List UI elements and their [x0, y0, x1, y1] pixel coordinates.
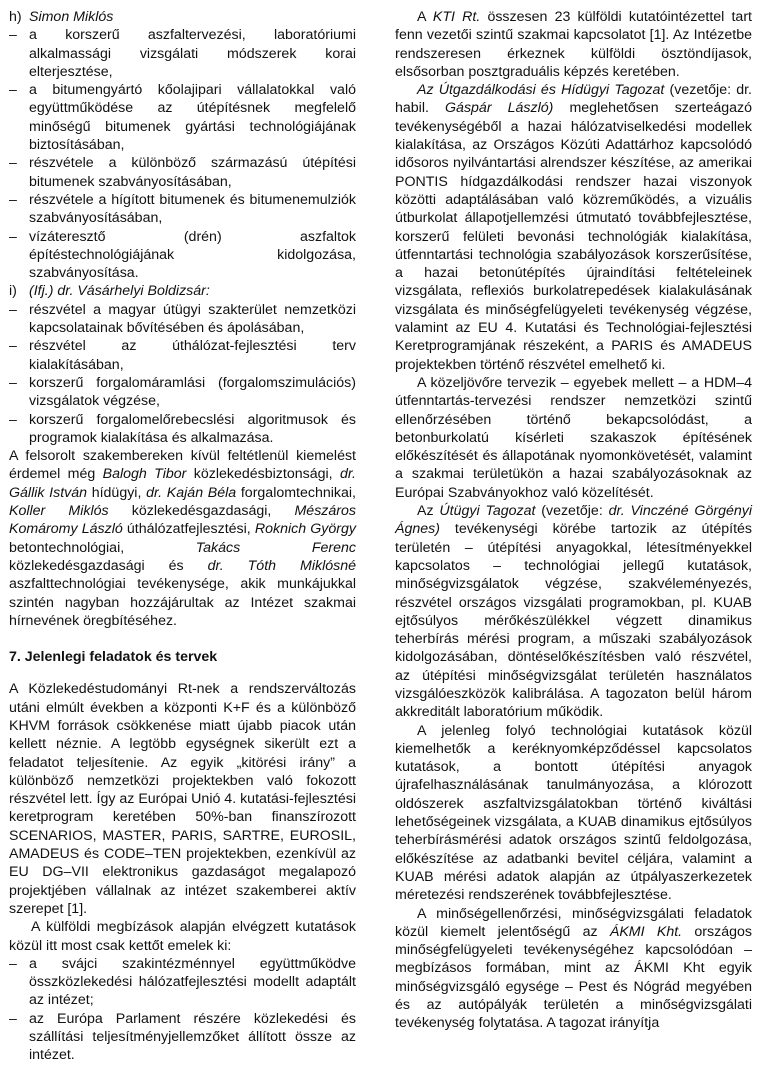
- list-item-text: részvétele a hígított bitumenek és bitumenemulziók szabványosításában,: [29, 191, 356, 227]
- dash-marker: –: [9, 1010, 17, 1027]
- paragraph-current-tasks: A Közlekedéstudományi Rt-nek a rendszerváltozás utáni elmúlt években a központi K+F és a különböző KHVM források csökkenése miatt újabb piacok után kellett néznie. A legtöbb egységnek sikerült ezt a feladatot teljesítenie. Az egyik „kitörési irány” a különböző nemzetközi projektekben való fokozott részvétel lett. Így az Európai Unió 4. kutatási-fejlesztési keretprogram keretében 50%-ban finanszírozott SCENARIOS, MASTER, PARIS, SARTRE, EUROSIL, AMADEUS és CODE–TEN projektekben, ezenkívül az EU DG–VII elektronikus gazdaságot megalapozó projektjében vállalnak az intézet szakemberei aktív szerepet [1].: [9, 681, 356, 917]
- list-head-i: [9, 282, 356, 300]
- list-item: [9, 374, 356, 411]
- left-column: [9, 8, 356, 1065]
- contribution-list-h: [9, 26, 356, 282]
- list-item-text: a bitumengyártó kőolajipari vállalatokkal való együttműködése az útépítésnek megfelelő minőségű bitumenek gyártási technológiájának biztosításában,: [29, 82, 356, 154]
- list-item: [9, 411, 356, 448]
- list-head-h: [9, 8, 356, 26]
- contribution-list-i: [9, 301, 356, 447]
- dash-marker: –: [9, 955, 17, 972]
- section-heading: 7. Jelenlegi feladatok és tervek: [9, 649, 218, 666]
- paragraph-road-section: Az Útügyi Tagozat (vezetője: dr. Vinczéné Görgényi Ágnes) tevékenységi körébe tartozik az útépítés területén – útépítési anyagokkal, létesítményekkel kapcsolatos – technológiai jellegű kutatások, minőségvizsgálatok végzése, szakvéleményezés, részvétel országos vizsgálati programokban, pl. KUAB ejtősúlyos mérőkészülékkel végzett dinamikus teherbírás mérési program, a műszaki szabályozások kidolgozásában, döntéselőkészítésben való részvétel, az útépítési minőségvizsgálat területén használatos vizsgálóeszközök kalibrálása. A tagozaton belül három akkreditált laboratórium működik.: [395, 503, 752, 721]
- list-item-text: részvétel az úthálózat-fejlesztési terv kialakításában,: [29, 338, 356, 373]
- dash-marker: –: [9, 374, 17, 391]
- person-name: (Ifj.) dr. Vásárhelyi Boldizsár:: [29, 283, 210, 300]
- list-marker: i): [9, 283, 17, 300]
- list-item: [9, 337, 356, 374]
- list-item: [9, 191, 356, 228]
- list-item-text: a korszerű aszfaltervezési, laboratóriumi alkalmassági vizsgálati módszerek korai elterjesztése,: [29, 27, 356, 80]
- dash-marker: –: [9, 301, 17, 318]
- list-item-text: vízáteresztő (drén) aszfaltok építéstechnológiájának kidolgozása, szabványosítása.: [29, 228, 356, 282]
- paragraph-kti-relations: A KTI Rt. összesen 23 külföldi kutatóintézettel tart fenn vezetői szintű szakmai kapcsolatot [1]. Az Intézetbe rendszeresen érkeznek külföldi ösztöndíjasok, elsősorban posztgraduális képzés keretében.: [395, 9, 752, 80]
- dash-marker: –: [9, 411, 17, 428]
- list-item-text: az Európa Parlament részére közlekedési és szállítási teljesítményjellemzőket állított össze az intézet.: [29, 1010, 356, 1064]
- paragraph-future-plans: A közeljövőre tervezik – egyebek mellett – a HDM–4 útfenntartás-tervezési rendszer nemzetközi szintű ellenőrzésében történő bekapcsolódást, a betonburkolatú kísérleti szakaszok építésének előkészítését és állapotának nyomonkövetését, valamint a szakmai területükön a hazai szabályozásoknak az Európai Szabványokhoz való közelítését.: [395, 374, 752, 501]
- person-name: Simon Miklós: [29, 9, 114, 25]
- foreign-research-list: [9, 955, 356, 1065]
- paragraph-ongoing-research: A jelenleg folyó technológiai kutatások közül kiemelhetők a keréknyomképződéssel kapcsolatos kutatások, a bontott útépítési anyagok újrafelhasználásának tanulmányozása, a klórozott oldószerek aszfaltvizsgálatokban történő kiváltási lehetőségeinek vizsgálata, a KUAB dinamikus ejtősúlyos teherbírásmérési adatok országos szintű feldolgozása, előkészítése az adatbanki bevitel céljára, valamint a KUAB mérési adatok alapján az útpályaszerkezetek méretezési rendszerének továbbfejlesztése.: [395, 722, 752, 904]
- paragraph-road-bridge-section: Az Útgazdálkodási és Hídügyi Tagozat (vezetője: dr. habil. Gáspár László) meglehetősen szerteágazó tevékenységéből a hazai hálózatviselkedési modellek kialakítása, az Országos Közúti Adattárhoz kapcsolódó idősoros nyilvántartási alrendszer készítése, az amerikai PONTIS hídgazdálkodási rendszer hazai viszonyok közötti adaptálásában való közreműködés, a vizuális útburkolat állapotjellemzési útmutató továbbfejlesztése, korszerű felületi bevonási technológiák kialakítása, útfenntartási technológia szabályozások korszerűsítése, a hazai betonútépítés újraindítási feltételeinek vizsgálata, reflexiós burkolatrepedések kialakulásának vizsgálata és minőségfelügyeleti tevékenység végzése, valamint az EU 4. Kutatási és Technológiai-fejlesztési Keretprogramjának részeként, a PARIS és AMADEUS projektekben történő részvétel emelhető ki.: [395, 82, 752, 373]
- dash-marker: –: [9, 27, 17, 44]
- list-item-text: a svájci szakintézménnyel együttműködve összközlekedési hálózatfejlesztési modellt adaptált az intézet;: [29, 955, 356, 1009]
- paragraph-acknowledgement: A felsorolt szakembereken kívül feltétlenül kiemelést érdemel még Balogh Tibor közlekedésbiztonsági, dr. Gállik István hídügyi, dr. Kaján Béla forgalomtechnikai, Koller Miklós közlekedésgazdasági, Mészáros Komáromy László úthálózatfejlesztési, Roknich György betontechnológiai, Takács Ferenc közlekedésgazdasági és dr. Tóth Miklósné aszfalttechnológiai tevékenysége, akik munkájukkal szintén nagyban hozzájárultak az Intézet szakmai hírnevének öregbítéséhez.: [9, 448, 356, 629]
- dash-marker: –: [9, 191, 17, 208]
- right-column: [395, 8, 752, 1033]
- list-item: [9, 301, 356, 338]
- list-item: [9, 955, 356, 1010]
- list-marker: h): [9, 9, 22, 25]
- list-item-text: korszerű forgalomelőrebecslési algoritmusok és programok kialakítása és alkalmazása.: [29, 411, 356, 446]
- list-item: [9, 81, 356, 154]
- list-item: [9, 154, 356, 191]
- list-item: [9, 26, 356, 81]
- list-item-text: részvétel a magyar útügyi szakterület nemzetközi kapcsolatainak bővítésében és ápolásában,: [29, 301, 356, 337]
- list-item-text: korszerű forgalomáramlási (forgalomszimulációs) vizsgálatok végzése,: [29, 374, 356, 410]
- dash-marker: –: [9, 155, 17, 172]
- spacer: [9, 630, 356, 648]
- spacer: [9, 666, 356, 680]
- dash-marker: –: [9, 338, 17, 355]
- paragraph-quality-control: A minőségellenőrzési, minőségvizsgálati feladatok közül kiemelt jelentőségű az ÁKMI Kht. országos minőségfelügyeleti tevékenységéhez kapcsolódóan – megbízásos formában, mint az ÁKMI Kht egyik minőségvizsgáló egysége – Pest és Nógrád megyében és az autópályák területén a minőségvizsgálati tevékenység folytatása. A tagozat irányítja: [395, 905, 752, 1032]
- list-item-text: részvétele a különböző származású útépítési bitumenek szabványosításában,: [29, 155, 356, 190]
- paragraph-foreign-contracts: A külföldi megbízások alapján elvégzett kutatások közül itt most csak kettőt emelek ki:: [9, 919, 356, 954]
- list-item: [9, 1010, 356, 1065]
- list-item: [9, 228, 356, 283]
- dash-marker: –: [9, 228, 17, 245]
- dash-marker: –: [9, 82, 17, 99]
